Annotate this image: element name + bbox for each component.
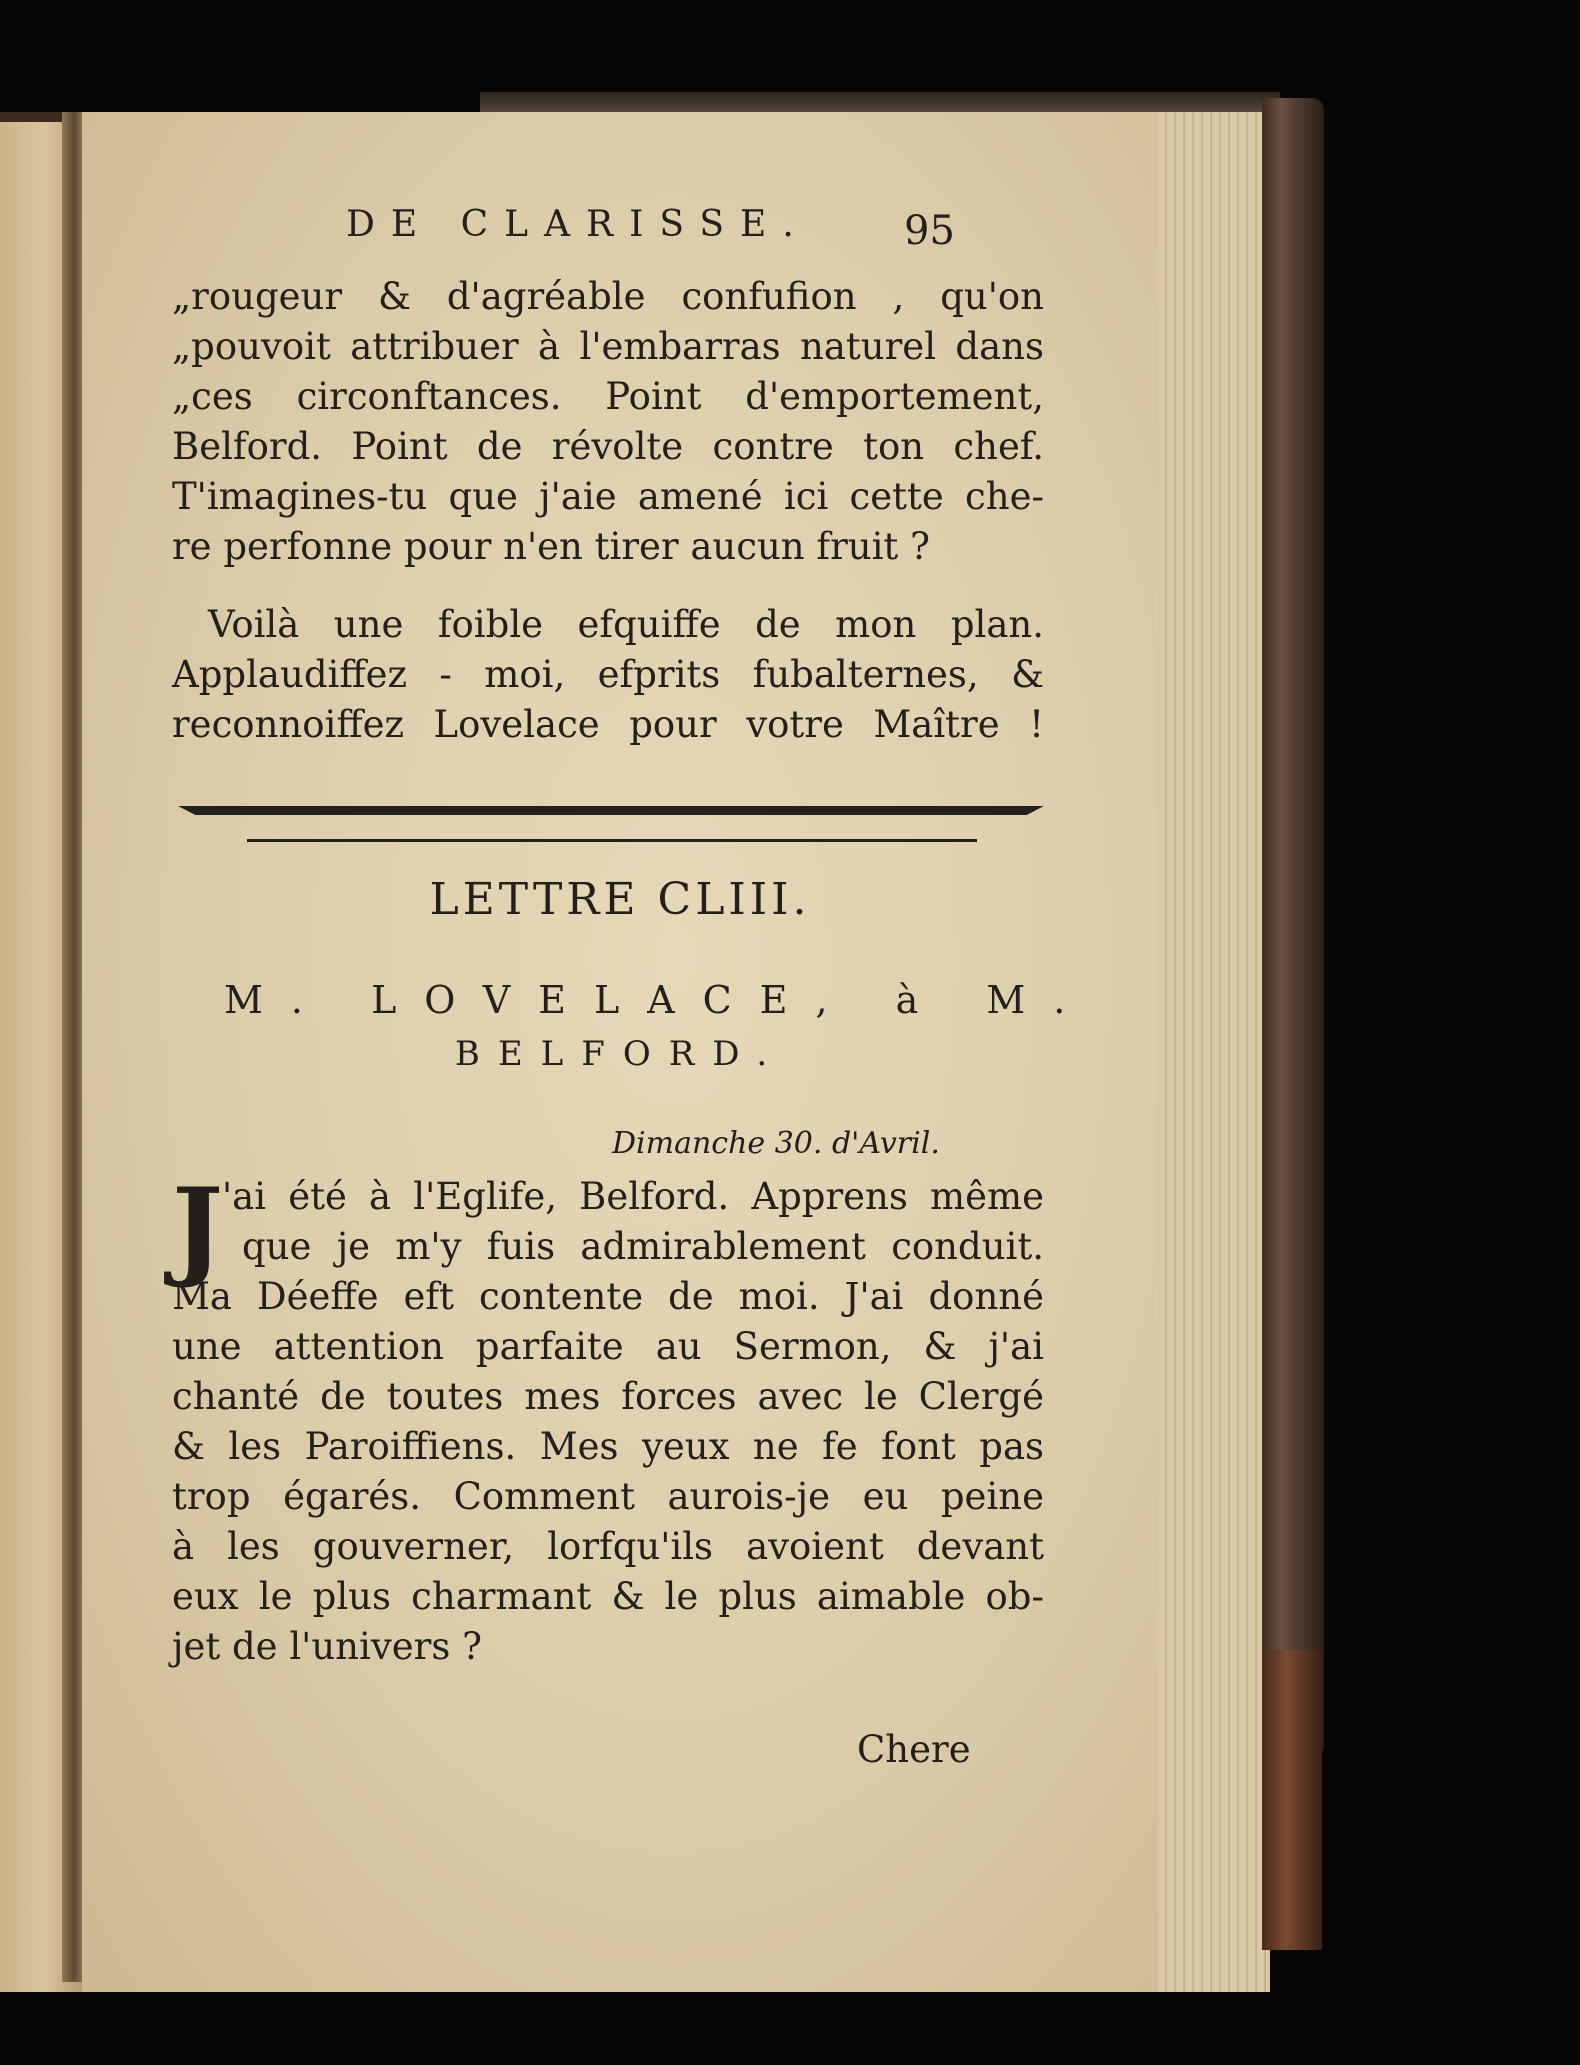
letter-dateline: Dimanche 30. d'Avril. — [612, 1126, 940, 1161]
text-line: Ma Déeffe eft contente de moi. J'ai donné — [172, 1275, 1044, 1318]
letter-addressee-continued: BELFORD. — [454, 1034, 786, 1074]
text-line: chanté de toutes mes forces avec le Clergé — [172, 1375, 1044, 1418]
text-line: trop égarés. Comment aurois-je eu peine — [172, 1475, 1044, 1518]
drop-cap: J — [172, 1165, 224, 1291]
text-line: Voilà une foible efquiffe de mon plan. — [208, 603, 1044, 646]
text-line: à les gouverner, lorfqu'ils avoient devant — [172, 1525, 1044, 1568]
text-line: une attention parfaite au Sermon, & j'ai — [172, 1325, 1044, 1368]
catchword: Chere — [857, 1728, 971, 1771]
paragraph-2 — [172, 600, 1044, 750]
text-line: „pouvoit attribuer à l'embarras naturel dans — [172, 325, 1044, 368]
page-stack-edges — [1150, 112, 1270, 1992]
text-line: eux le plus charmant & le plus aimable ob- — [172, 1575, 1044, 1618]
running-head-title: DE CLARISSE. — [346, 204, 810, 245]
text-line: 'ai été à l'Eglife, Belford. Apprens même — [222, 1175, 1044, 1218]
ornamental-rule-thin — [247, 839, 977, 842]
running-head — [82, 204, 1158, 264]
paragraph-3 — [172, 1165, 1044, 1672]
letter-title: LETTRE CLIII. — [429, 874, 811, 925]
text-line: reconnoiffez Lovelace pour votre Maître ! — [172, 703, 1044, 746]
text-line: que je m'y fuis admirablement conduit. — [242, 1225, 1044, 1268]
letter-addressee: M. LOVELACE, à M. — [224, 978, 1094, 1022]
text-line: T'imagines-tu que j'aie amené ici cette che- — [172, 475, 1044, 518]
text-line: re perfonne pour n'en tirer aucun fruit ? — [172, 525, 930, 568]
book-binding-lower — [1262, 1650, 1322, 1950]
book-page — [82, 112, 1158, 1992]
book-binding — [1262, 98, 1324, 1758]
text-line: Applaudiffez - moi, efprits fubalternes, & — [172, 653, 1044, 696]
ornamental-rule-thick — [178, 806, 1044, 815]
text-line: jet de l'univers ? — [172, 1625, 482, 1668]
text-line: „rougeur & d'agréable confufion , qu'on — [172, 275, 1044, 318]
text-line: „ces circonftances. Point d'emportement, — [172, 375, 1044, 418]
book-top-edge — [480, 92, 1280, 114]
text-line: Belford. Point de révolte contre ton chef. — [172, 425, 1044, 468]
paragraph-1 — [172, 272, 1044, 572]
text-line: & les Paroiffiens. Mes yeux ne fe font pas — [172, 1425, 1044, 1468]
page-number: 95 — [904, 208, 955, 254]
